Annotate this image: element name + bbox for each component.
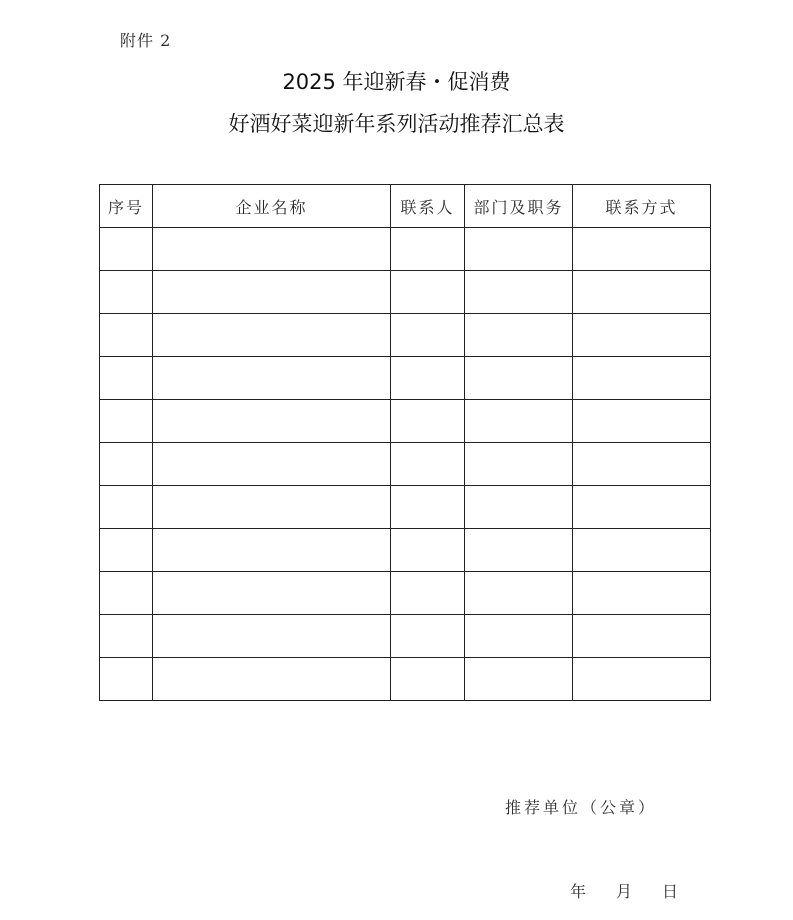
contact-person-cell[interactable] (391, 486, 465, 529)
contact-person-cell[interactable] (391, 228, 465, 271)
serial-number-cell[interactable] (100, 486, 153, 529)
contact-info-cell[interactable] (573, 357, 711, 400)
company-name-cell[interactable] (153, 529, 391, 572)
contact-person-cell[interactable] (391, 572, 465, 615)
attachment-label: 附件 2 (120, 31, 172, 50)
serial-number-cell[interactable] (100, 572, 153, 615)
department-position-cell[interactable] (465, 443, 573, 486)
serial-number-cell[interactable] (100, 228, 153, 271)
page-title-line-1: 2025 年迎新春・促消费 (282, 70, 511, 94)
department-position-cell[interactable] (465, 400, 573, 443)
serial-number-cell[interactable] (100, 529, 153, 572)
table-header-row (100, 185, 711, 228)
serial-number-cell[interactable] (100, 271, 153, 314)
date-year: 年 (570, 882, 587, 901)
recommendation-summary-table (99, 184, 711, 701)
serial-number-cell[interactable] (100, 658, 153, 701)
company-name-cell[interactable] (153, 615, 391, 658)
recommending-unit-seal: 推荐单位（公章） (505, 798, 658, 817)
company-name-cell[interactable] (153, 486, 391, 529)
contact-person-cell[interactable] (391, 443, 465, 486)
department-position-cell[interactable] (465, 357, 573, 400)
header-department-position: 部门及职务 (465, 185, 573, 228)
table-row (100, 271, 711, 314)
table-row (100, 357, 711, 400)
department-position-cell[interactable] (465, 486, 573, 529)
contact-person-cell[interactable] (391, 314, 465, 357)
department-position-cell[interactable] (465, 572, 573, 615)
contact-info-cell[interactable] (573, 271, 711, 314)
contact-info-cell[interactable] (573, 400, 711, 443)
date-month: 月 (616, 882, 633, 901)
contact-person-cell[interactable] (391, 271, 465, 314)
company-name-cell[interactable] (153, 357, 391, 400)
table-body (100, 228, 711, 701)
department-position-cell[interactable] (465, 529, 573, 572)
department-position-cell[interactable] (465, 228, 573, 271)
contact-person-cell[interactable] (391, 357, 465, 400)
company-name-cell[interactable] (153, 572, 391, 615)
contact-info-cell[interactable] (573, 658, 711, 701)
serial-number-cell[interactable] (100, 357, 153, 400)
company-name-cell[interactable] (153, 400, 391, 443)
contact-info-cell[interactable] (573, 572, 711, 615)
header-serial-number: 序号 (100, 185, 153, 228)
table-row (100, 486, 711, 529)
contact-person-cell[interactable] (391, 529, 465, 572)
table-row (100, 615, 711, 658)
table-row (100, 228, 711, 271)
contact-person-cell[interactable] (391, 658, 465, 701)
company-name-cell[interactable] (153, 228, 391, 271)
contact-info-cell[interactable] (573, 529, 711, 572)
serial-number-cell[interactable] (100, 615, 153, 658)
contact-info-cell[interactable] (573, 443, 711, 486)
table-row (100, 443, 711, 486)
table-row (100, 400, 711, 443)
company-name-cell[interactable] (153, 314, 391, 357)
contact-info-cell[interactable] (573, 228, 711, 271)
contact-info-cell[interactable] (573, 615, 711, 658)
table-row (100, 314, 711, 357)
serial-number-cell[interactable] (100, 443, 153, 486)
contact-info-cell[interactable] (573, 486, 711, 529)
department-position-cell[interactable] (465, 314, 573, 357)
date-line (570, 879, 678, 902)
contact-person-cell[interactable] (391, 400, 465, 443)
company-name-cell[interactable] (153, 271, 391, 314)
header-contact-person: 联系人 (391, 185, 465, 228)
department-position-cell[interactable] (465, 615, 573, 658)
table-row (100, 658, 711, 701)
date-day: 日 (662, 882, 679, 901)
department-position-cell[interactable] (465, 271, 573, 314)
company-name-cell[interactable] (153, 443, 391, 486)
serial-number-cell[interactable] (100, 314, 153, 357)
table-row (100, 572, 711, 615)
contact-info-cell[interactable] (573, 314, 711, 357)
department-position-cell[interactable] (465, 658, 573, 701)
header-contact-info: 联系方式 (573, 185, 711, 228)
header-company-name: 企业名称 (153, 185, 391, 228)
contact-person-cell[interactable] (391, 615, 465, 658)
page-title-line-2: 好酒好菜迎新年系列活动推荐汇总表 (228, 112, 565, 136)
serial-number-cell[interactable] (100, 400, 153, 443)
company-name-cell[interactable] (153, 658, 391, 701)
table-row (100, 529, 711, 572)
